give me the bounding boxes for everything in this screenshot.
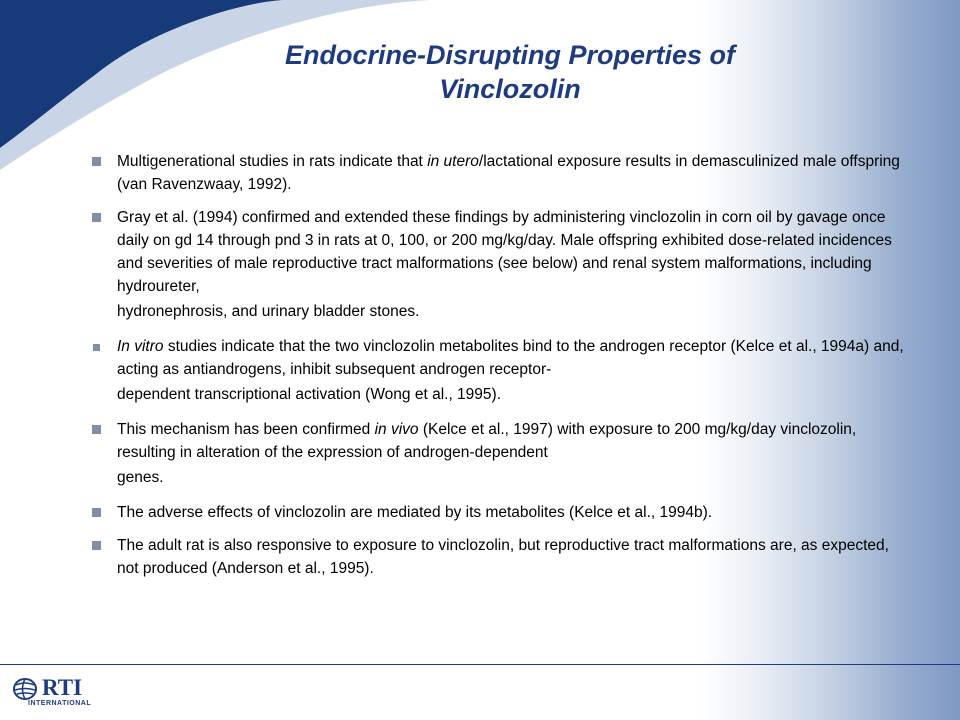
- bullet-text-continued: hydronephrosis, and urinary bladder stones.: [117, 303, 420, 320]
- slide-title: [140, 38, 880, 106]
- globe-icon: [12, 678, 40, 700]
- bullet-item: [92, 418, 912, 491]
- bullet-text-continued: genes.: [117, 469, 164, 486]
- logo-wordmark: RTI: [42, 675, 83, 700]
- logo-subtext: INTERNATIONAL: [28, 700, 92, 707]
- bullet-text: This mechanism has been confirmed: [117, 421, 375, 438]
- bullet-text: studies indicate that the two vinclozolin metabolites bind to the androgen receptor (Kelce et al., 1994a) and, acting as antiandrogens, inhibit subsequent androgen receptor-: [117, 338, 904, 378]
- bullet-marker-icon: [92, 157, 101, 166]
- title-line-1: Endocrine-Disrupting Properties of: [284, 40, 736, 70]
- bullet-text: The adult rat is also responsive to exposure to vinclozolin, but reproductive tract malformations are, as expected, not produced (Anderson et al., 1995).: [117, 537, 889, 577]
- footer-divider: [0, 664, 960, 665]
- bullet-item: [92, 534, 912, 580]
- rti-logo: [12, 676, 112, 710]
- bullet-item: [92, 206, 912, 325]
- bullet-marker-icon: [92, 213, 101, 222]
- bullet-text: (Kelce et al., 1997) with exposure to 200 mg/kg/day vinclozolin, resulting in alteration of the expression of androgen-dependent: [117, 421, 857, 461]
- bullet-marker-icon: [92, 541, 101, 550]
- bullet-text: Gray et al. (1994) confirmed and extended these findings by administering vinclozolin in corn oil by gavage once daily on gd 14 through pnd 3 in rats at 0, 100, or 200 mg/kg/day. Male offspring exhibited dose-related incidences and severities of male reproductive tract malformations (see below) and renal system malformations, including hydroureter,: [117, 209, 892, 295]
- bullet-marker-icon: [92, 425, 101, 434]
- bullet-italic-text: in vivo: [374, 421, 419, 438]
- bullet-text: Multigenerational studies in rats indicate that: [117, 153, 428, 170]
- bullet-text: /lactational exposure results in demasculinized male offspring (van Ravenzwaay, 1992).: [117, 153, 900, 193]
- bullet-text: The adverse effects of vinclozolin are mediated by its metabolites (Kelce et al., 1994b).: [117, 504, 713, 521]
- bullet-item: [92, 150, 912, 196]
- bullet-text-continued: dependent transcriptional activation (Wong et al., 1995).: [117, 386, 502, 403]
- bullet-list: [92, 150, 912, 590]
- bullet-item: [92, 335, 912, 408]
- bullet-italic-text: in utero: [427, 153, 479, 170]
- bullet-marker-icon: [92, 508, 101, 517]
- bullet-item: [92, 501, 912, 524]
- title-line-2: Vinclozolin: [439, 74, 581, 104]
- bullet-marker-icon: [93, 344, 100, 351]
- bullet-italic-text: In vitro: [117, 338, 164, 355]
